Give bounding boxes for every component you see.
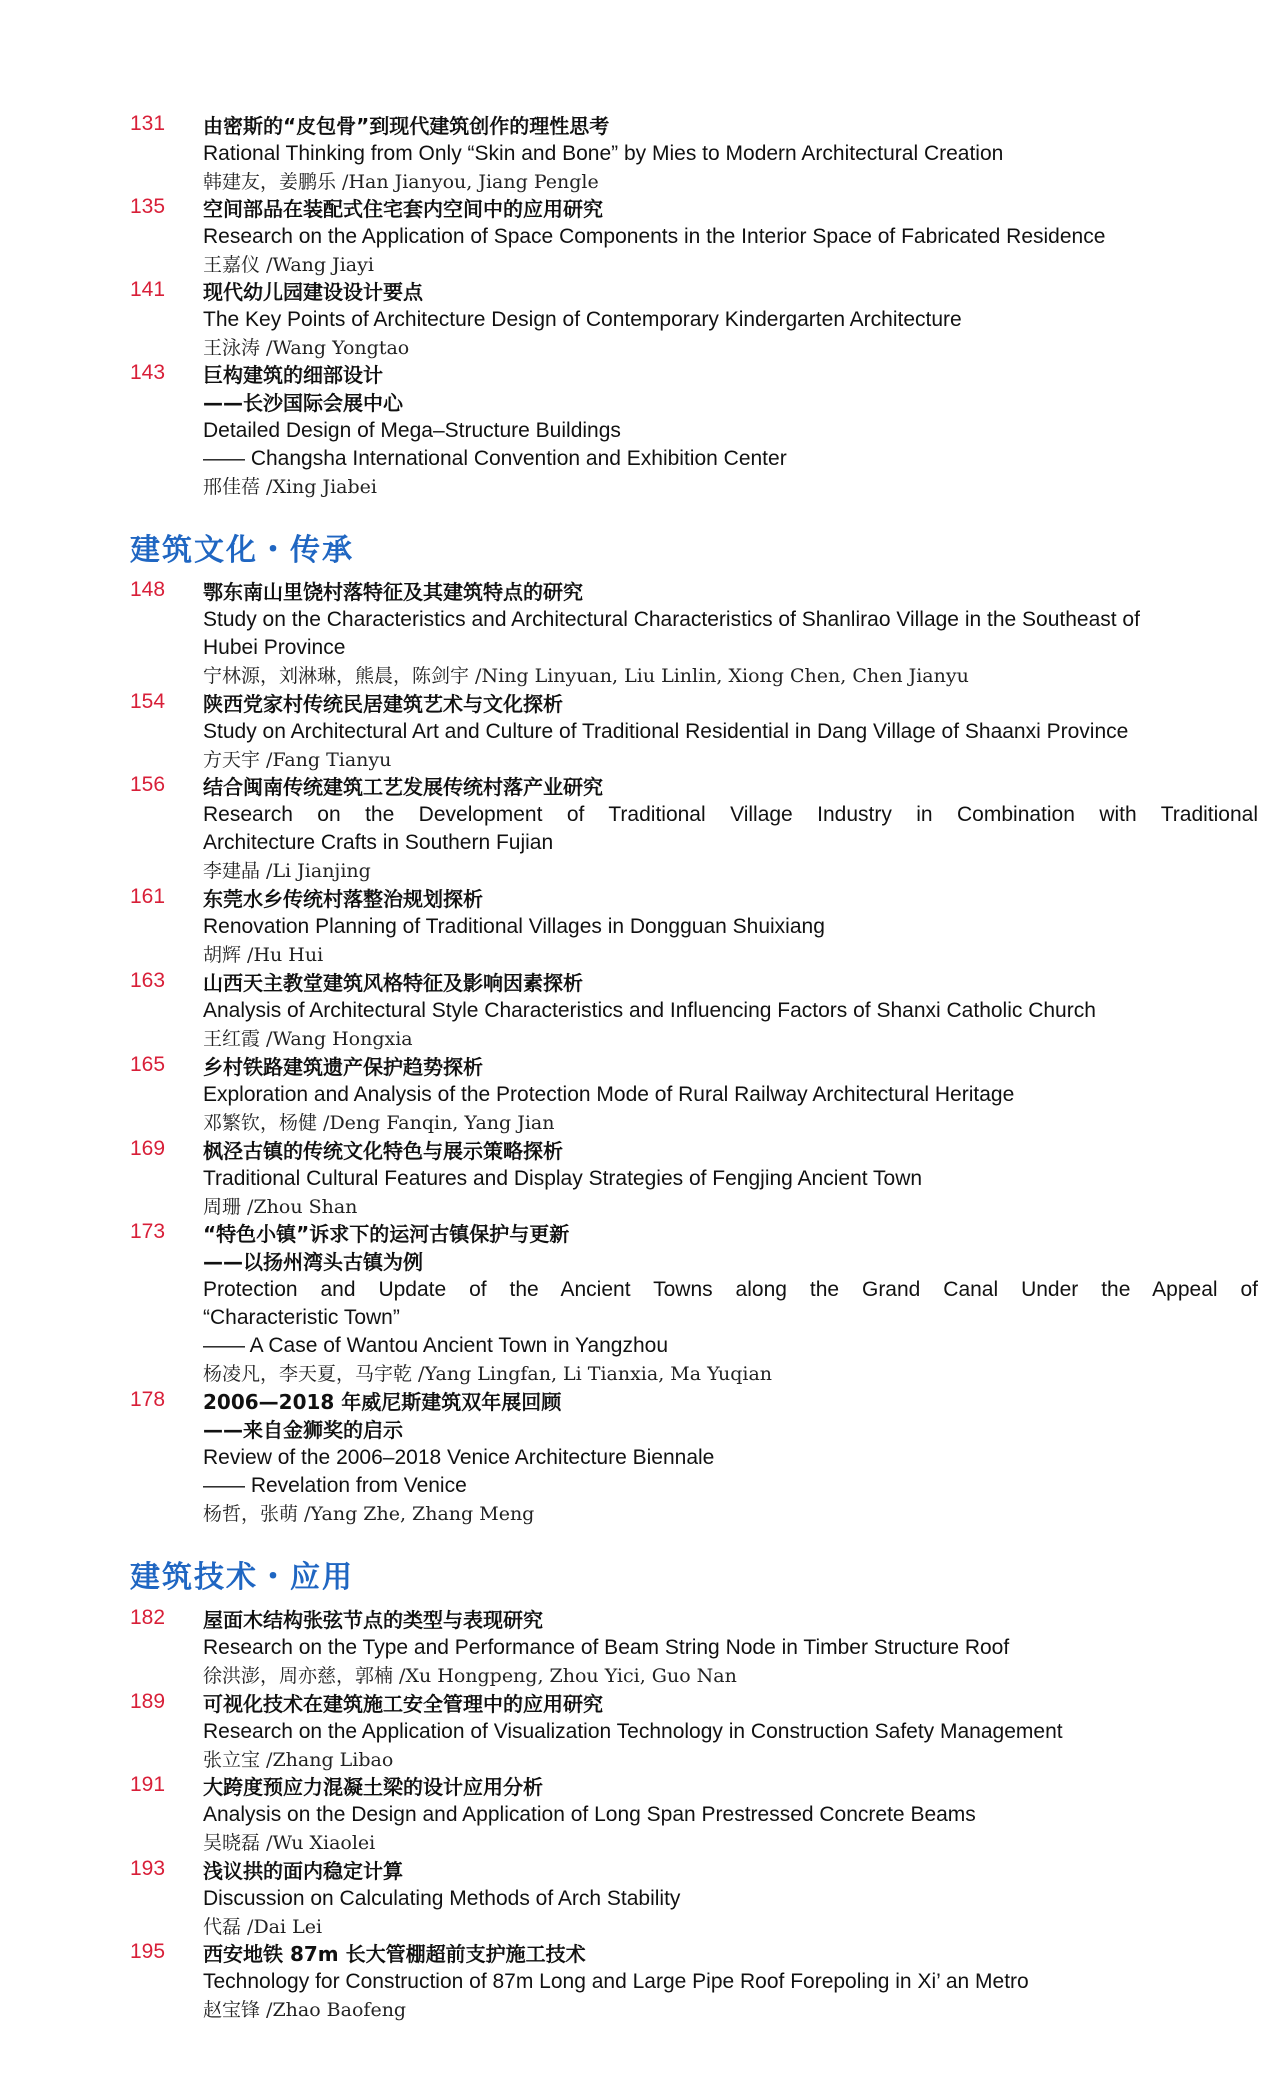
- english-title: Analysis of Architectural Style Characteristics and Influencing Factors of Shanxi Catholic Church: [203, 999, 1096, 1022]
- page-number: 156: [130, 773, 166, 796]
- authors: 吴晓磊 /Wu Xiaolei: [203, 1832, 376, 1854]
- english-title: Study on Architectural Art and Culture of Traditional Residential in Dang Village of Shaanxi Province: [203, 720, 1129, 743]
- chinese-title: 2006—2018 年威尼斯建筑双年展回顾: [203, 1390, 562, 1414]
- english-title: Review of the 2006–2018 Venice Architecture Biennale: [203, 1446, 715, 1469]
- chinese-title: 结合闽南传统建筑工艺发展传统村落产业研究: [203, 775, 603, 799]
- authors: 邓繁钦，杨健 /Deng Fanqin, Yang Jian: [203, 1112, 555, 1134]
- page-number: 141: [130, 278, 166, 301]
- english-title: Exploration and Analysis of the Protection Mode of Rural Railway Architectural Heritage: [203, 1083, 1015, 1106]
- page-number: 148: [130, 578, 166, 601]
- english-title: Analysis on the Design and Application of Long Span Prestressed Concrete Beams: [203, 1803, 976, 1826]
- page-number: 154: [130, 690, 166, 713]
- english-title: Research on the Development of Traditional Village Industry in Combination with Traditional: [203, 803, 1258, 826]
- page-number: 189: [130, 1690, 166, 1713]
- chinese-title: 东莞水乡传统村落整治规划探析: [203, 887, 483, 911]
- chinese-title: 大跨度预应力混凝土梁的设计应用分析: [203, 1775, 543, 1799]
- english-title: Research on the Application of Space Components in the Interior Space of Fabricated Residence: [203, 225, 1106, 248]
- chinese-title: 枫泾古镇的传统文化特色与展示策略探析: [203, 1139, 563, 1163]
- section-title-technology: 建筑技术・应用: [130, 1560, 354, 1595]
- chinese-title: 山西天主教堂建筑风格特征及影响因素探析: [203, 971, 583, 995]
- page-number: 135: [130, 195, 166, 218]
- authors: 李建晶 /Li Jianjing: [203, 860, 371, 882]
- english-title-cont: Hubei Province: [203, 636, 346, 659]
- english-title: Rational Thinking from Only “Skin and Bone” by Mies to Modern Architectural Creation: [203, 142, 1004, 165]
- english-subtitle: —— A Case of Wantou Ancient Town in Yangzhou: [203, 1334, 669, 1357]
- english-title: Research on the Application of Visualization Technology in Construction Safety Management: [203, 1720, 1063, 1743]
- english-title: Detailed Design of Mega–Structure Buildings: [203, 419, 621, 442]
- chinese-title: 由密斯的“皮包骨”到现代建筑创作的理性思考: [203, 114, 610, 138]
- authors: 王泳涛 /Wang Yongtao: [203, 337, 410, 359]
- chinese-title: 西安地铁 87m 长大管棚超前支护施工技术: [203, 1942, 586, 1966]
- english-title: Study on the Characteristics and Architectural Characteristics of Shanlirao Village in the Southeast of: [203, 608, 1140, 631]
- chinese-title: 屋面木结构张弦节点的类型与表现研究: [203, 1608, 543, 1632]
- authors: 王嘉仪 /Wang Jiayi: [203, 254, 374, 276]
- chinese-title: 可视化技术在建筑施工安全管理中的应用研究: [203, 1692, 603, 1716]
- authors: 赵宝锋 /Zhao Baofeng: [203, 1999, 407, 2021]
- authors: 杨凌凡，李天夏，马宇乾 /Yang Lingfan, Li Tianxia, Ma Yuqian: [203, 1363, 773, 1385]
- chinese-title: 现代幼儿园建设设计要点: [203, 280, 423, 304]
- authors: 邢佳蓓 /Xing Jiabei: [203, 476, 377, 498]
- chinese-subtitle: ——以扬州湾头古镇为例: [203, 1250, 423, 1274]
- english-title: The Key Points of Architecture Design of Contemporary Kindergarten Architecture: [203, 308, 962, 331]
- english-title-cont: Architecture Crafts in Southern Fujian: [203, 831, 554, 854]
- chinese-subtitle: ——来自金狮奖的启示: [203, 1418, 403, 1442]
- authors: 杨哲，张萌 /Yang Zhe, Zhang Meng: [203, 1503, 535, 1525]
- english-title: Research on the Type and Performance of Beam String Node in Timber Structure Roof: [203, 1636, 1010, 1659]
- chinese-title: 空间部品在装配式住宅套内空间中的应用研究: [203, 197, 603, 221]
- chinese-title: 浅议拱的面内稳定计算: [203, 1859, 403, 1883]
- chinese-title: 陕西党家村传统民居建筑艺术与文化探析: [203, 692, 563, 716]
- authors: 代磊 /Dai Lei: [203, 1916, 323, 1938]
- authors: 王红霞 /Wang Hongxia: [203, 1028, 413, 1050]
- chinese-title: 乡村铁路建筑遗产保护趋势探析: [203, 1055, 483, 1079]
- english-title: Traditional Cultural Features and Display Strategies of Fengjing Ancient Town: [203, 1167, 923, 1190]
- page-number: 165: [130, 1053, 166, 1076]
- english-subtitle: —— Revelation from Venice: [203, 1474, 467, 1497]
- authors: 胡辉 /Hu Hui: [203, 944, 324, 966]
- chinese-title: 巨构建筑的细部设计: [203, 363, 383, 387]
- page-number: 131: [130, 112, 166, 135]
- english-title: Discussion on Calculating Methods of Arch Stability: [203, 1887, 681, 1910]
- page-number: 169: [130, 1137, 166, 1160]
- english-title: Technology for Construction of 87m Long and Large Pipe Roof Forepoling in Xi’ an Metro: [203, 1970, 1029, 1993]
- chinese-title: 鄂东南山里饶村落特征及其建筑特点的研究: [203, 580, 583, 604]
- english-title-cont: “Characteristic Town”: [203, 1306, 400, 1329]
- page-number: 163: [130, 969, 166, 992]
- chinese-subtitle: ——长沙国际会展中心: [203, 391, 403, 415]
- english-title: Renovation Planning of Traditional Villages in Dongguan Shuixiang: [203, 915, 825, 938]
- page-number: 191: [130, 1773, 166, 1796]
- authors: 张立宝 /Zhang Libao: [203, 1749, 394, 1771]
- page-number: 161: [130, 885, 166, 908]
- authors: 方天宇 /Fang Tianyu: [203, 749, 392, 771]
- page-number: 143: [130, 361, 166, 384]
- page-number: 195: [130, 1940, 166, 1963]
- authors: 周珊 /Zhou Shan: [203, 1196, 358, 1218]
- page-number: 182: [130, 1606, 166, 1629]
- english-title: Protection and Update of the Ancient Towns along the Grand Canal Under the Appeal of: [203, 1278, 1258, 1301]
- page-number: 173: [130, 1220, 166, 1243]
- page-number: 178: [130, 1388, 166, 1411]
- authors: 韩建友，姜鹏乐 /Han Jianyou, Jiang Pengle: [203, 171, 599, 193]
- chinese-title: “特色小镇”诉求下的运河古镇保护与更新: [203, 1222, 570, 1246]
- authors: 徐洪澎，周亦慈，郭楠 /Xu Hongpeng, Zhou Yici, Guo Nan: [203, 1665, 737, 1687]
- page-number: 193: [130, 1857, 166, 1880]
- authors: 宁林源，刘淋琳，熊晨，陈剑宇 /Ning Linyuan, Liu Linlin, Xiong Chen, Chen Jianyu: [203, 665, 969, 687]
- english-subtitle: —— Changsha International Convention and Exhibition Center: [203, 447, 787, 470]
- section-title-culture: 建筑文化・传承: [130, 533, 354, 568]
